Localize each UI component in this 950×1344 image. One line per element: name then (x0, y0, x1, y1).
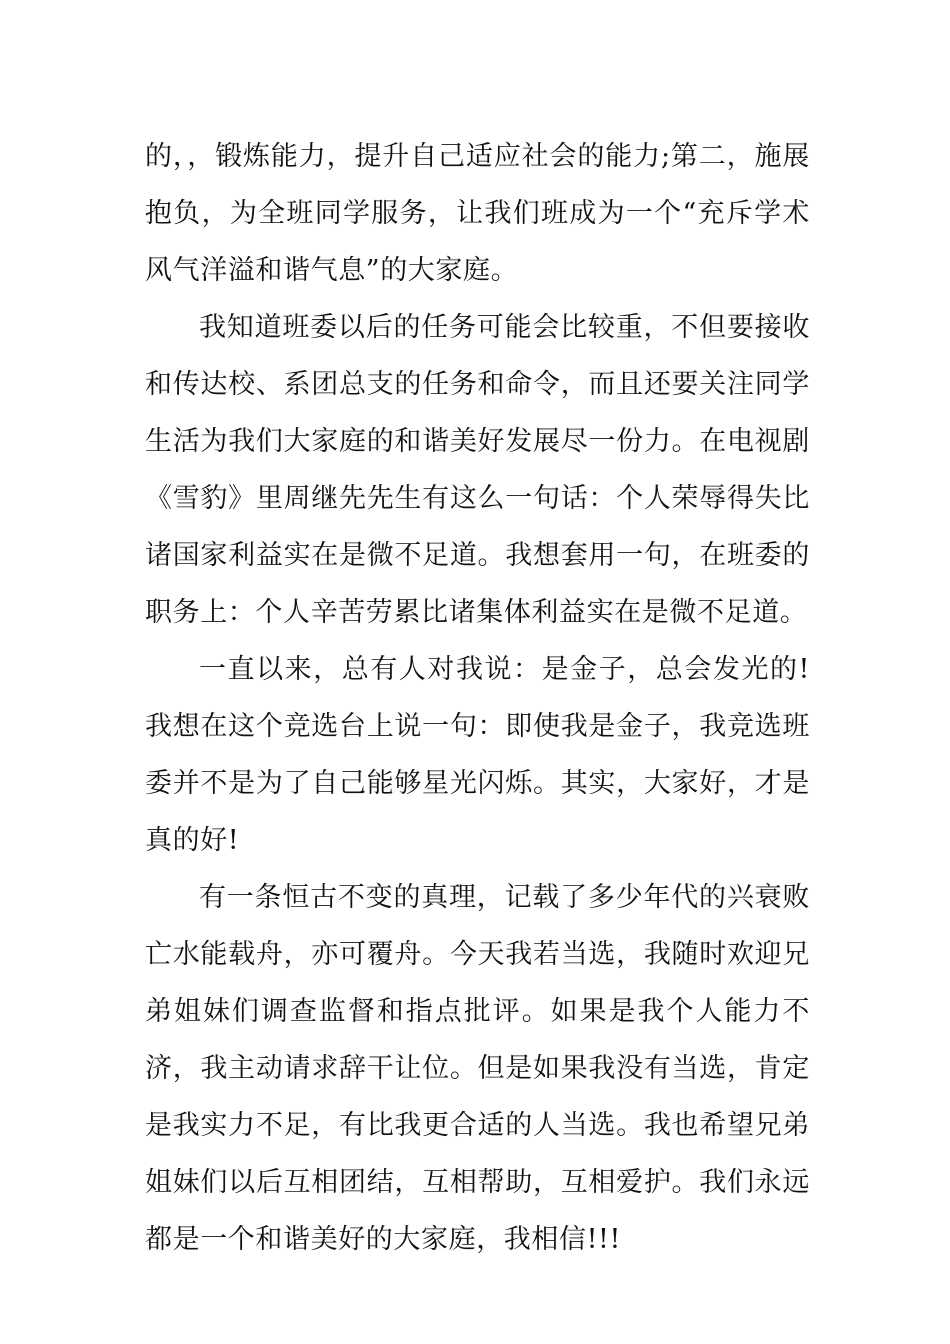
document-body (145, 128, 810, 1268)
paragraph-1: 的，，锻炼能力，提升自己适应社会的能力;第二，施展抱负，为全班同学服务，让我们班成为一个“充斥学术风气洋溢和谐气息”的大家庭。 (145, 141, 810, 286)
paragraph-3: 一直以来，总有人对我说：是金子，总会发光的!我想在这个竞选台上说一句：即使我是金子，我竞选班委并不是为了自己能够星光闪烁。其实，大家好，才是真的好! (145, 654, 810, 856)
paragraph-4: 有一条恒古不变的真理，记载了多少年代的兴衰败亡水能载舟，亦可覆舟。今天我若当选，我随时欢迎兄弟姐妹们调查监督和指点批评。如果是我个人能力不济，我主动请求辞干让位。但是如果我没有当选，肯定是我实力不足，有比我更合适的人当选。我也希望兄弟姐妹们以后互相团结，互相帮助，互相爱护。我们永远都是一个和谐美好的大家庭，我相信!!! (145, 882, 810, 1255)
paragraph-2: 我知道班委以后的任务可能会比较重，不但要接收和传达校、系团总支的任务和命令，而且还要关注同学生活为我们大家庭的和谐美好发展尽一份力。在电视剧《雪豹》里周继先先生有这么一句话：个人荣辱得失比诸国家利益实在是微不足道。我想套用一句，在班委的职务上：个人辛苦劳累比诸集体利益实在是微不足道。 (145, 312, 810, 628)
